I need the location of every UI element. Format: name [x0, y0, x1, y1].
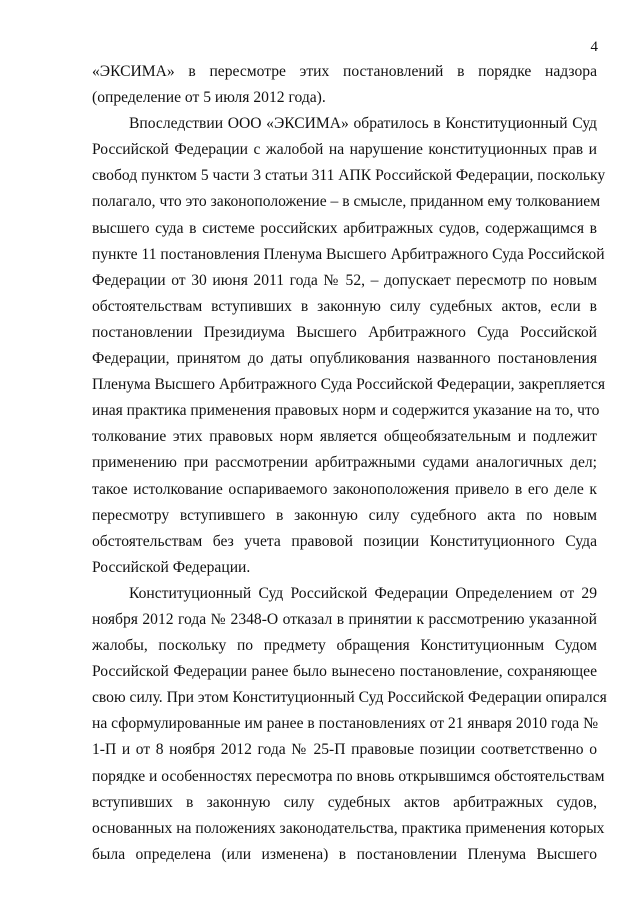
text-line: Федерации, принятом до даты опубликования названного постановления: [92, 350, 597, 368]
text-line: порядке и особенностях пересмотра по вновь открывшимся обстоятельствам: [92, 767, 605, 785]
text-line: иная практика применения правовых норм и содержится указание на то, что: [92, 402, 600, 420]
text-line: свою силу. При этом Конституционный Суд Российской Федерации опирался: [92, 689, 607, 707]
text-line: Пленума Высшего Арбитражного Суда Российской Федерации, закрепляется: [92, 376, 606, 394]
text-line: была определена (или изменена) в постановлении Пленума Высшего: [92, 845, 597, 863]
text-line: Федерации от 30 июня 2011 года № 52, – допускает пересмотр по новым: [92, 271, 597, 289]
document-body: [92, 59, 607, 868]
page-number: 4: [590, 39, 598, 55]
text-line: применению при рассмотрении арбитражными судами аналогичных дел;: [92, 454, 597, 472]
text-line: «ЭКСИМА» в пересмотре этих постановлений в порядке надзора: [92, 63, 597, 80]
text-line: ноября 2012 года № 2348-О отказал в принятии к рассмотрению указанной: [92, 610, 597, 628]
text-line: постановлении Президиума Высшего Арбитражного Суда Российской: [92, 323, 597, 341]
text-line: 1-П и от 8 ноября 2012 года № 25-П правовые позиции соответственно о: [92, 741, 597, 759]
text-line: Российской Федерации с жалобой на нарушение конституционных прав и: [92, 141, 597, 159]
text-line: основанных на положениях законодательства, практика применения которых: [92, 819, 605, 837]
text-line: Российской Федерации ранее было вынесено постановление, сохраняющее: [92, 663, 597, 681]
text-line: толкование этих правовых норм является общеобязательным и подлежит: [92, 428, 597, 446]
text-line: полагало, что это законоположение – в смысле, приданном ему толкованием: [92, 193, 601, 211]
text-line: обстоятельствам вступивших в законную силу судебных актов, если в: [92, 297, 597, 315]
text-line: на сформулированные им ранее в постановлениях от 21 января 2010 года №: [92, 715, 598, 733]
text-line: обстоятельствам без учета правовой позиции Конституционного Суда: [92, 532, 597, 550]
text-line: Впоследствии ООО «ЭКСИМА» обратилось в Конституционный Суд: [129, 115, 597, 133]
text-line: жалобы, поскольку по предмету обращения Конституционным Судом: [92, 637, 597, 655]
text-line: свобод пунктом 5 части 3 статьи 311 АПК Российской Федерации, поскольку: [92, 167, 606, 185]
text-line: пересмотру вступившего в законную силу судебного акта по новым: [92, 506, 597, 524]
text-line: вступивших в законную силу судебных актов арбитражных судов,: [92, 793, 597, 811]
text-line: высшего суда в системе российских арбитражных судов, содержащимся в: [92, 219, 597, 237]
text-line: Конституционный Суд Российской Федерации Определением от 29: [129, 584, 597, 602]
text-line: (определение от 5 июля 2012 года).: [92, 89, 326, 107]
text-line: Российской Федерации.: [92, 558, 251, 576]
text-line: такое истолкование оспариваемого законоположения привело в его деле к: [92, 480, 597, 498]
text-line: пункте 11 постановления Пленума Высшего Арбитражного Суда Российской: [92, 245, 605, 263]
